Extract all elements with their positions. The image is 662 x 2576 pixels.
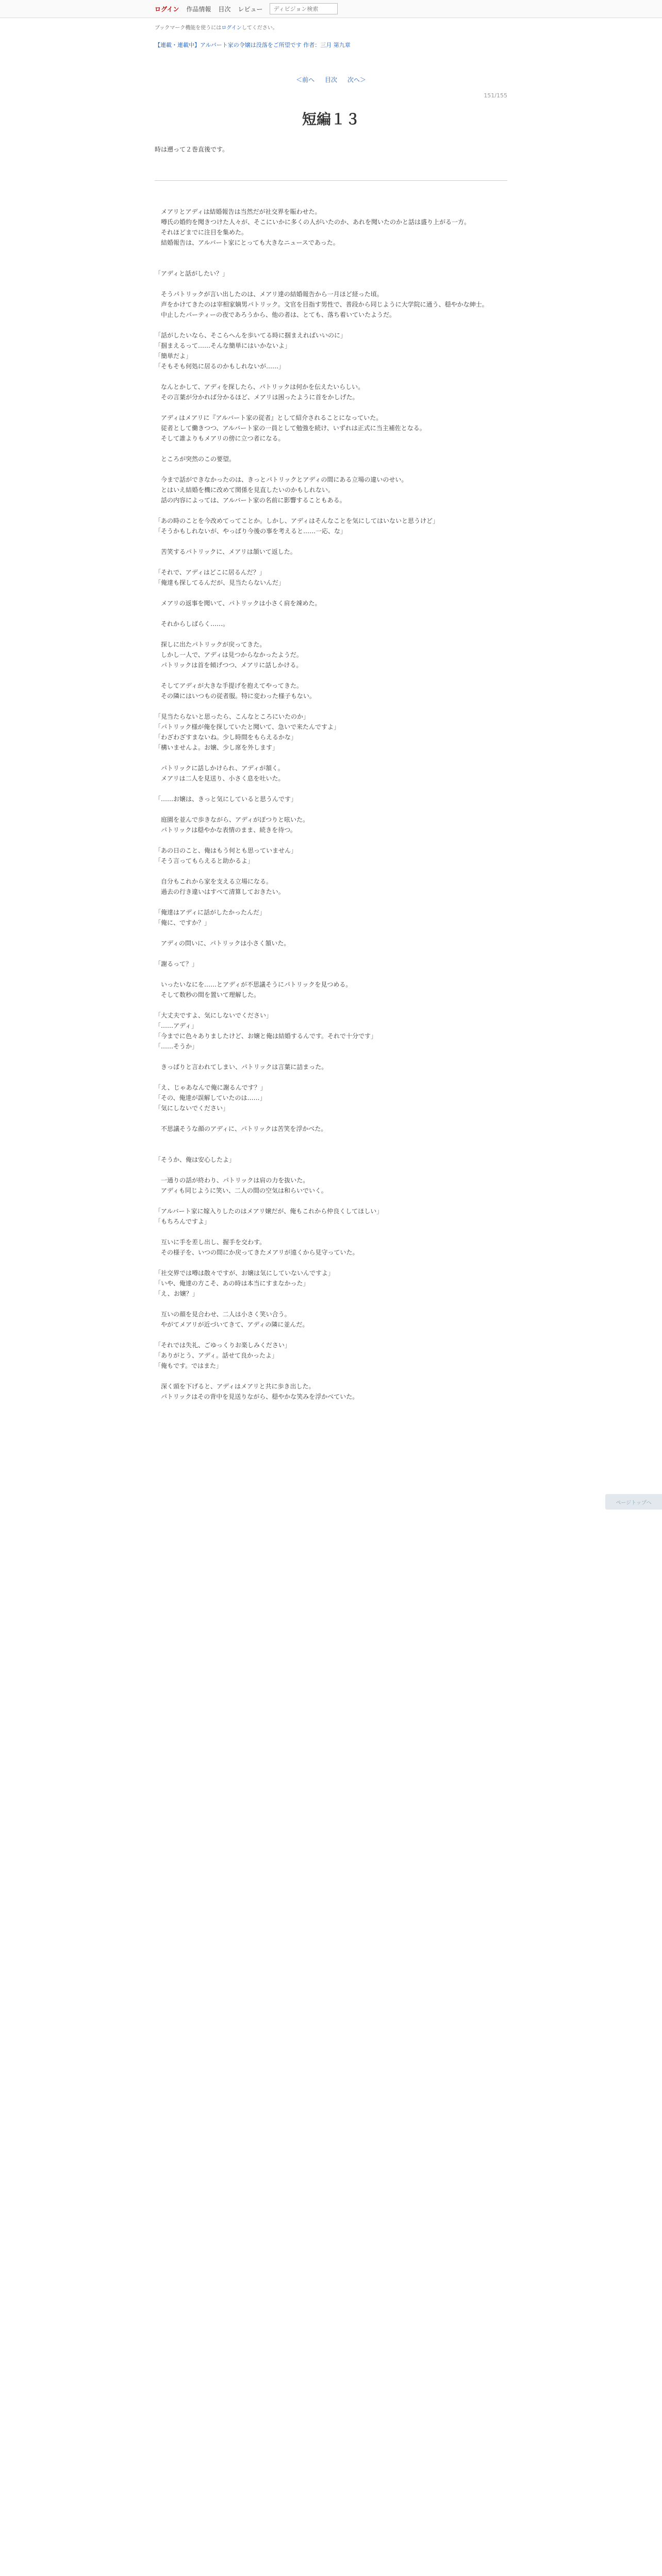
novel-paragraph: 「わざわざすまないね。少し時間をもらえるかな」 — [155, 734, 297, 741]
novel-paragraph: 互いの顔を見合わせ、二人は小さく笑い合う。 — [155, 1311, 291, 1318]
novel-paragraph: アディはメアリに『アルバート家の従者』として紹介されることになっていた。 — [155, 414, 383, 421]
novel-paragraph — [155, 371, 507, 382]
novel-paragraph — [155, 608, 507, 619]
search-input[interactable] — [270, 3, 338, 14]
novel-paragraph: やがてメアリが近づいてきて、アディの隣に並んだ。 — [155, 1321, 309, 1328]
novel-paragraph: 庭園を並んで歩きながら、アディがぽつりと呟いた。 — [155, 816, 309, 823]
novel-paragraph: 「ありがとう、アディ。話せて良かったよ」 — [155, 1352, 278, 1359]
novel-paragraph — [155, 928, 507, 938]
novel-paragraph: 「掴まえるって……そんな簡単にはいかないよ」 — [155, 342, 291, 349]
novel-paragraph — [155, 1371, 507, 1381]
novel-paragraph: 「あの日のこと、俺はもう何とも思っていません」 — [155, 847, 297, 854]
novel-paragraph: パトリックは首を傾げつつ、メアリに話しかける。 — [155, 662, 303, 669]
novel-paragraph — [155, 1052, 507, 1062]
novel-paragraph: 深く頭を下げると、アディはメアリと共に歩き出した。 — [155, 1383, 315, 1390]
novel-paragraph: 「いや、俺達の方こそ、あの時は本当にすまなかった」 — [155, 1280, 309, 1287]
novel-paragraph: 自分もこれから家を支える立場になる。 — [155, 878, 273, 885]
notice-text-after: してください。 — [241, 25, 278, 31]
novel-paragraph: 「俺達も探してるんだが、見当たらないんだ」 — [155, 579, 285, 586]
novel-paragraph — [155, 1072, 507, 1082]
series-title-link[interactable]: 【連載・連載中】アルバート家の令嬢は没落をご所望です 作者：三月 第九章 — [155, 42, 351, 48]
novel-main — [155, 92, 507, 1402]
novel-paragraph: 「……アディ」 — [155, 1022, 198, 1029]
novel-paragraph — [155, 804, 507, 815]
novel-paragraph: 過去の行き違いはすべて清算しておきたい。 — [155, 888, 285, 895]
novel-paragraph: ところが突然のこの要望。 — [155, 455, 236, 463]
novel-paragraph: 「アルバート家に嫁入りしたのはメアリ嬢だが、俺もこれから仲良くしてほしい」 — [155, 1208, 383, 1215]
nav-link-reviews[interactable]: レビュー — [238, 5, 263, 13]
novel-paragraph — [155, 629, 507, 639]
novel-paragraph: パトリックは穏やかな表情のまま、続きを待つ。 — [155, 826, 296, 834]
novel-paragraph: その言葉が分かれば分かるほど、メアリは困ったように首をかしげた。 — [155, 394, 359, 401]
novel-paragraph: そして数秒の間を置いて理解した。 — [155, 991, 260, 998]
novel-paragraph: 「謝るって？」 — [155, 960, 198, 968]
novel-paragraph: 「え、お嬢？」 — [155, 1290, 198, 1297]
novel-paragraph: 「大丈夫ですよ、気にしないでください」 — [155, 1012, 273, 1019]
novel-paragraph — [155, 701, 507, 711]
novel-paragraph — [155, 557, 507, 567]
novel-paragraph: 「……お嬢は、きっと気にしていると思うんです」 — [155, 795, 297, 803]
novel-paragraph — [155, 258, 507, 268]
chapter-subtitle: 短編１３ — [302, 111, 360, 128]
novel-paragraph: とはいえ結婚を機に改めて関係を見直したいのかもしれない。 — [155, 486, 335, 494]
novel-paragraph: パトリックはその背中を見送りながら、穏やかな笑みを浮かべていた。 — [155, 1393, 359, 1400]
notice-text-before: ブックマーク機能を使うには — [155, 25, 222, 31]
novel-paragraph: いったいなにを……とアディが不思議そうにパトリックを見つめる。 — [155, 981, 352, 988]
novel-paragraph — [155, 948, 507, 959]
chapter-pager — [0, 75, 662, 84]
novel-paragraph: アディの問いに、パトリックは小さく頷いた。 — [155, 940, 290, 947]
nav-link-work-info[interactable]: 作品情報 — [186, 5, 211, 13]
novel-paragraph: 「そうか、俺は安心したよ」 — [155, 1156, 236, 1163]
novel-paragraph: そうパトリックが言い出したのは、メアリ達の結婚報告から一月ほど経った頃。 — [155, 291, 383, 298]
novel-paragraph: 「俺もです。ではまた」 — [155, 1362, 223, 1369]
novel-paragraph: 話の内容によっては、アルバート家の名前に影響することもある。 — [155, 497, 346, 504]
novel-paragraph — [155, 464, 507, 474]
novel-paragraph — [155, 248, 507, 258]
novel-paragraph: 「アディと話がしたい？」 — [155, 270, 229, 277]
novel-paragraph: 「社交界では噂は散々ですが、お嬢は気にしていないんですよ」 — [155, 1269, 335, 1277]
novel-paragraph: それからしばらく……。 — [155, 620, 229, 628]
novel-paragraph — [155, 279, 507, 289]
novel-paragraph: 「そうかもしれないが、やっぱり今後の事を考えると……一応、な」 — [155, 528, 347, 535]
novel-paragraph: 「……そうか」 — [155, 1043, 198, 1050]
novel-paragraph: なんとかして、アディを探したら、パトリックは何かを伝えたいらしい。 — [155, 383, 365, 391]
novel-paragraph — [155, 897, 507, 907]
novel-paragraph — [155, 1196, 507, 1206]
novel-paragraph — [155, 784, 507, 794]
novel-paragraph: 「話がしたいなら、そこらへんを歩いてる時に掴まえればいいのに」 — [155, 332, 347, 339]
novel-paragraph — [155, 1227, 507, 1237]
login-link[interactable]: ログイン — [155, 5, 179, 13]
novel-paragraph: 苦笑するパトリックに、メアリは頷いて返した。 — [155, 548, 296, 555]
novel-paragraph: 「え、じゃあなんで俺に謝るんです？」 — [155, 1084, 267, 1091]
novel-paragraph: アディも同じように笑い、二人の間の空気は和らいでいく。 — [155, 1187, 327, 1194]
novel-paragraph: 噂氏の婚約を聞きつけた人々が、そこにいかに多くの人がいたのか、あれを聞いたのかと話は盛り上がる一方。 — [155, 218, 471, 226]
novel-paragraph: 互いに手を差し出し、握手を交わす。 — [155, 1239, 266, 1246]
notice-login-link[interactable]: ログイン — [221, 25, 242, 31]
nav-link-toc[interactable]: 目次 — [218, 5, 231, 13]
novel-paragraph: その隣にはいつもの従者服。特に変わった様子もない。 — [155, 692, 316, 700]
preface-divider — [155, 180, 507, 181]
novel-paragraph — [155, 1000, 507, 1010]
novel-paragraph: 今まで話ができなかったのは、きっとパトリックとアディの間にある立場の違いのせい。 — [155, 476, 408, 483]
novel-paragraph — [155, 866, 507, 876]
novel-paragraph: そしてアディが大きな手提げを抱えてやってきた。 — [155, 682, 303, 689]
novel-paragraph: 「それで、アディはどこに居るんだ？」 — [155, 569, 266, 576]
novel-paragraph: 「簡単だよ」 — [155, 352, 192, 360]
novel-paragraph — [155, 1299, 507, 1309]
top-navigation-bar — [0, 0, 662, 18]
novel-paragraph — [155, 536, 507, 547]
novel-paragraph — [155, 1258, 507, 1268]
novel-paragraph: メアリは二人を見送り、小さく息を吐いた。 — [155, 775, 285, 782]
novel-paragraph — [155, 1134, 507, 1144]
novel-paragraph — [155, 1330, 507, 1340]
prev-chapter-link[interactable]: ＜前へ — [296, 76, 315, 83]
novel-paragraph: 一通りの話が終わり、パトリックは肩の力を抜いた。 — [155, 1177, 309, 1184]
novel-paragraph — [155, 753, 507, 763]
novel-paragraph — [155, 588, 507, 598]
novel-paragraph: パトリックに話しかけられ、アディが頷く。 — [155, 765, 284, 772]
novel-paragraph — [155, 320, 507, 330]
novel-paragraph: 「それでは失礼、ごゆっくりお楽しみください」 — [155, 1342, 291, 1349]
novel-paragraph: しかし一人で、アディは見つからなかったようだ。 — [155, 651, 303, 658]
toc-link[interactable]: 目次 — [324, 76, 337, 83]
novel-paragraph: 「あの時のことを今改めてってことか。しかし、アディはそんなことを気にしてはいないと思うけど」 — [155, 517, 439, 524]
novel-paragraph — [155, 402, 507, 413]
novel-paragraph: 「パトリック様が俺を探していたと聞いて、急いで来たんですよ」 — [155, 723, 340, 731]
novel-paragraph — [155, 444, 507, 454]
novel-paragraph: 「もちろんですよ」 — [155, 1218, 211, 1225]
novel-paragraph: 結婚報告は、アルバート家にとっても大きなニュースであった。 — [155, 239, 339, 246]
novel-paragraph — [155, 835, 507, 845]
novel-paragraph: 不思議そうな顔のアディに、パトリックは苦笑を浮かべた。 — [155, 1125, 327, 1132]
novel-paragraph: 「俺に、ですか？」 — [155, 919, 211, 926]
novel-paragraph: 「そう言ってもらえると助かるよ」 — [155, 857, 254, 865]
bookmark-notice — [155, 23, 662, 31]
novel-paragraph: きっぱりと言われてしまい、パトリックは言葉に詰まった。 — [155, 1063, 328, 1071]
novel-paragraph: メアリの返事を聞いて、パトリックは小さく肩を竦めた。 — [155, 600, 321, 607]
novel-paragraph: メアリとアディは結婚報告は当然だが社交界を賑わせた。 — [155, 208, 321, 215]
preface-text: 時は遡って２巻直後です。 — [155, 146, 229, 153]
novel-paragraph — [155, 1113, 507, 1124]
novel-paragraph: 「見当たらないと思ったら、こんなところにいたのか」 — [155, 713, 310, 720]
novel-paragraph: 「今までに色々ありましたけど、お嬢と俺は結婚するんです。それで十分です」 — [155, 1032, 377, 1040]
novel-paragraph — [155, 670, 507, 681]
novel-paragraph — [155, 1165, 507, 1175]
novel-paragraph: 「構いませんよ。お嬢、少し席を外します」 — [155, 744, 279, 751]
novel-paragraph — [155, 1144, 507, 1155]
novel-paragraph: 中止したパーティーの夜であろうから、他の者は、とても、落ち着いていたようだ。 — [155, 311, 396, 318]
novel-paragraph: 「気にしないでください」 — [155, 1105, 229, 1112]
novel-body — [155, 207, 507, 1402]
novel-paragraph: 「その、俺達が誤解していたのは……」 — [155, 1094, 266, 1101]
novel-paragraph: それほどまでに注目を集めた。 — [155, 229, 248, 236]
page-top-button[interactable]: ページトップへ — [605, 1494, 662, 1510]
novel-paragraph: 「そもそも何処に居るのかもしれないが……」 — [155, 363, 285, 370]
novel-paragraph — [155, 505, 507, 516]
novel-paragraph: 声をかけてきたのは宰相家嫡男パトリック。文官を目指す男性で、普段から同じように大学院に通う、穏やかな紳士。 — [155, 301, 488, 308]
novel-paragraph: その様子を、いつの間にか戻ってきたメアリが遠くから見守っていた。 — [155, 1249, 359, 1256]
novel-paragraph: そして誰よりもメアリの傍に立つ者になる。 — [155, 435, 285, 442]
novel-paragraph: 探しに出たパトリックが戻ってきた。 — [155, 641, 266, 648]
novel-paragraph: 「俺達はアディに話がしたかったんだ」 — [155, 909, 266, 916]
novel-paragraph — [155, 969, 507, 979]
novel-paragraph: 従者として働きつつ、アルバート家の一員として勉強を続け、いずれは正式に当主補佐となる。 — [155, 425, 426, 432]
chapter-number: 151/155 — [484, 92, 507, 99]
next-chapter-link[interactable]: 次へ＞ — [347, 76, 366, 83]
